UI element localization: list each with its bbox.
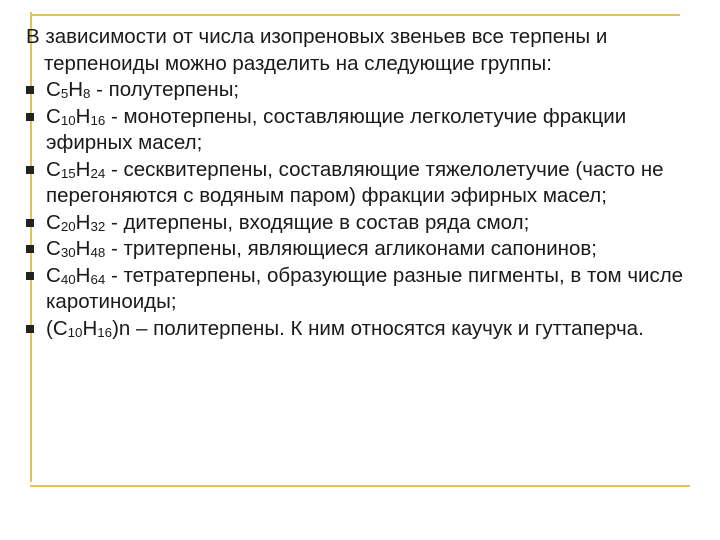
list-item: $C_{40}H_{64}$ - тетратерпены, образующие разные пигменты, в том числе каротиноиды; bbox=[26, 263, 706, 316]
list-item: $C_{15}H_{24}$ - сесквитерпены, составляющие тяжелолетучие (часто не перегоняются с водяным паром) фракции эфирных масел; bbox=[26, 157, 706, 210]
top-rule bbox=[30, 14, 680, 16]
bottom-rule bbox=[30, 485, 690, 487]
list-item: $(C_{10}H_{16})n$ – политерпены. К ним относятся каучук и гуттаперча. bbox=[26, 316, 706, 343]
intro-text: В зависимости от числа изопреновых звеньев все терпены и терпеноиды можно разделить на следующие группы: bbox=[26, 25, 608, 75]
square-bullet-icon bbox=[26, 86, 34, 94]
list-item: $C_{30}H_{48}$ - тритерпены, являющиеся агликонами сапонинов; bbox=[26, 236, 706, 263]
slide-body bbox=[26, 24, 706, 342]
square-bullet-icon bbox=[26, 219, 34, 227]
square-bullet-icon bbox=[26, 113, 34, 121]
list-item: $C_{10}H_{16}$ - монотерпены, составляющие легколетучие фракции эфирных масел; bbox=[26, 104, 706, 157]
square-bullet-icon bbox=[26, 272, 34, 280]
list-item: $C_{20}H_{32}$ - дитерпены, входящие в состав ряда смол; bbox=[26, 210, 706, 237]
square-bullet-icon bbox=[26, 325, 34, 333]
square-bullet-icon bbox=[26, 166, 34, 174]
terpene-list bbox=[26, 77, 706, 342]
square-bullet-icon bbox=[26, 245, 34, 253]
list-item: $C_5H_8$ - полутерпены; bbox=[26, 77, 706, 104]
